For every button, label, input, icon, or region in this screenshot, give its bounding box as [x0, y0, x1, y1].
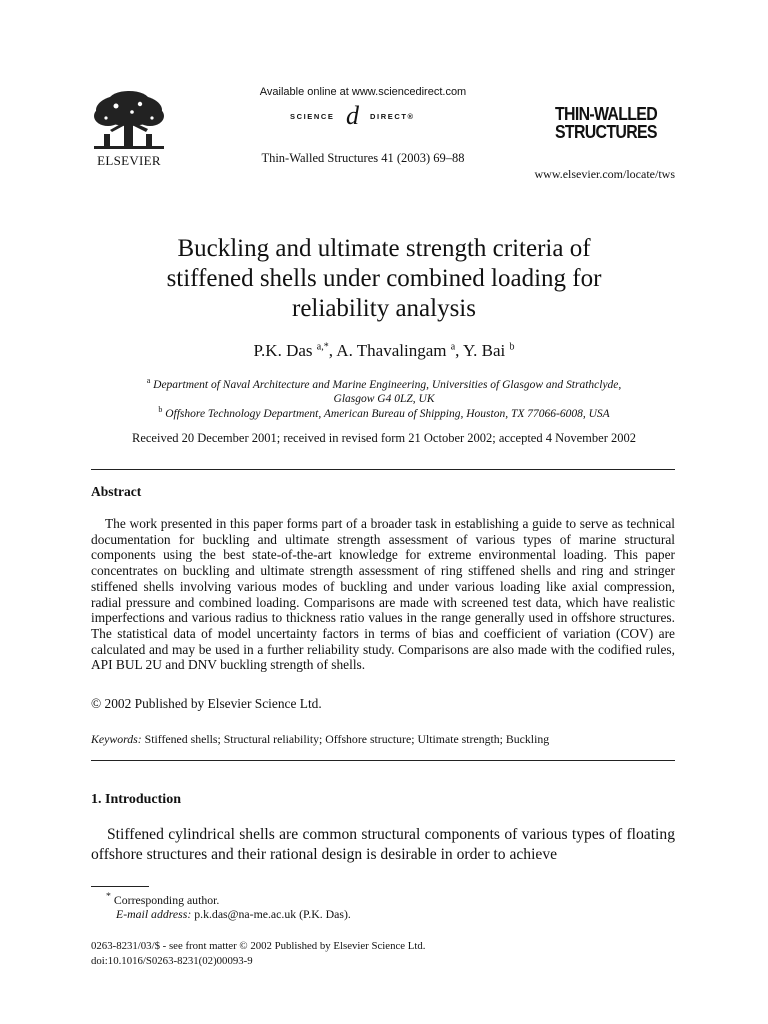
keywords [91, 732, 675, 747]
article-title-line: reliability analysis [292, 295, 476, 322]
email-link[interactable]: p.k.das@na-me.ac.uk (P.K. Das). [194, 907, 351, 921]
footnote-corresponding [106, 891, 219, 908]
affiliation-b [80, 403, 688, 421]
article-title-line: stiffened shells under combined loading for [166, 265, 602, 292]
affiliation-text: Glasgow G4 0LZ, UK [333, 393, 435, 406]
author-name: A. Thavalingam [336, 341, 447, 360]
sciencedirect-logo-left: SCIENCE [290, 112, 335, 121]
available-online-text[interactable]: Available online at www.sciencedirect.com [259, 86, 467, 98]
footnote-email [116, 907, 351, 922]
affiliation-text: Offshore Technology Department, American Bureau of Shipping, Houston, TX 77066-6008, USA [165, 407, 610, 420]
divider [91, 760, 675, 761]
affiliation-label: b [158, 405, 163, 414]
journal-citation: Thin-Walled Structures 41 (2003) 69–88 [261, 151, 465, 165]
introduction-body: Stiffened cylindrical shells are common structural components of various types of floating offshore structures and their rational design is desirable in order to achieve [91, 826, 675, 863]
section-heading: 1. Introduction [91, 792, 181, 807]
journal-url-link[interactable]: www.elsevier.com/locate/tws [534, 167, 675, 181]
journal-masthead-line2: STRUCTURES [555, 121, 657, 142]
affiliation-text: Department of Naval Architecture and Marine Engineering, Universities of Glasgow and Strathclyde, [153, 378, 622, 391]
journal-masthead [555, 105, 667, 141]
affiliation-a [80, 374, 688, 407]
sciencedirect-logo-mark: d [346, 101, 359, 130]
abstract-body: The work presented in this paper forms part of a broader task in establishing a guide to serve as technical documentation for buckling and ultimate strength assessment of various types of marine structural components using the best state-of-the-art knowledge for extreme environmental loading. This paper concentrates on buckling and ultimate strength assessment of ring stiffened shells and ring and stringer stiffened shells involving various modes of buckling and under various loading like axial compression, radial pressure and combined loading. Comparisons are made with screened test data, which have realistic imperfections and various radius to thickness ratio values in the range generally used in offshore structures. The statistical data of model uncertainty factors in terms of bias and coefficient of variation (COV) are calculated and may be used in a further reliability study. Comparisons are also made with the codified rules, API BUL 2U and DNV buckling strength of shells. [91, 516, 675, 673]
author-affiliation-mark[interactable]: a,* [316, 341, 329, 353]
affiliation-label: a [146, 376, 151, 385]
abstract-copyright: © 2002 Published by Elsevier Science Ltd. [91, 696, 322, 711]
sciencedirect-logo [290, 101, 438, 130]
divider [91, 469, 675, 470]
author-separator: , [455, 341, 464, 360]
journal-masthead-line1: THIN-WALLED [555, 103, 658, 124]
sciencedirect-logo-right: DIRECT® [370, 112, 415, 121]
footnote-corresponding-text: Corresponding author. [113, 892, 220, 907]
issn-line: 0263-8231/03/$ - see front matter © 2002 Published by Elsevier Science Ltd. [91, 940, 426, 952]
author-name: P.K. Das [253, 341, 313, 360]
author-affiliation-mark[interactable]: a [450, 341, 456, 353]
received-dates: Received 20 December 2001; received in revised form 21 October 2002; accepted 4 November 2002 [132, 431, 636, 445]
author-affiliation-mark[interactable]: b [509, 341, 515, 353]
keywords-text: Stiffened shells; Structural reliability; Offshore structure; Ultimate strength; Buckling [144, 732, 550, 746]
author-name: Y. Bai [463, 341, 506, 360]
doi-link[interactable]: doi:10.1016/S0263-8231(02)00093-9 [91, 955, 253, 967]
email-label: E-mail address: [116, 907, 192, 921]
footnote-divider [91, 886, 149, 887]
abstract-heading: Abstract [91, 484, 142, 499]
elsevier-tree-logo [88, 88, 170, 158]
keywords-label: Keywords: [91, 732, 142, 746]
article-title-line: Buckling and ultimate strength criteria of [177, 235, 591, 262]
publisher-name: ELSEVIER [97, 153, 161, 168]
footnote-mark: * [106, 891, 111, 902]
author-list [60, 341, 708, 361]
author-separator: , [328, 341, 337, 360]
article-title [60, 234, 708, 324]
